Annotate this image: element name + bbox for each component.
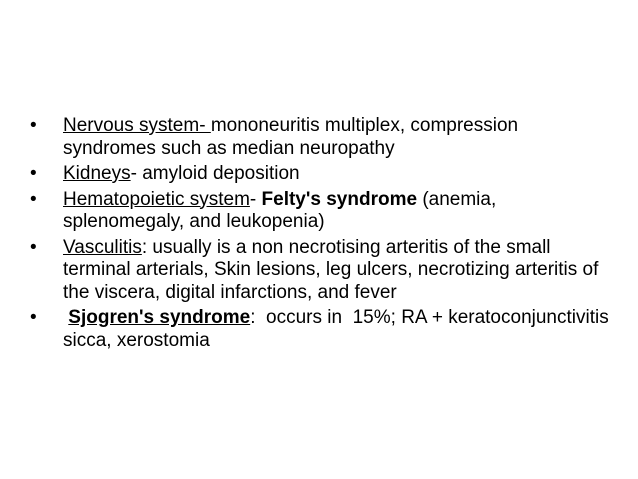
description-kidneys: - amyloid deposition [130, 163, 300, 184]
term-kidneys: Kidneys [63, 163, 131, 184]
bullet-item-hematopoietic-system [30, 189, 615, 234]
bullet-icon: • [30, 188, 37, 210]
description-sjogrens-syndrome: : occurs in 15%; RA + keratoconjunctivitis sicca, xerostomia [63, 307, 614, 351]
term-sjogrens-syndrome: Sjogren's syndrome [68, 307, 251, 328]
bullet-icon: • [30, 163, 37, 184]
bullet-icon: • [30, 115, 37, 136]
term-hematopoietic-system: Hematopoietic system [63, 188, 250, 210]
description-nervous-system: mononeuritis multiplex, compression syndromes such as median neuropathy [63, 115, 519, 159]
bullet-icon: • [30, 236, 37, 258]
term-vasculitis: Vasculitis [63, 236, 142, 258]
bullet-icon: • [30, 307, 37, 328]
bullet-item-sjogrens-syndrome [30, 307, 615, 352]
bullet-item-kidneys [30, 163, 615, 186]
description-vasculitis: : usually is a non necrotising arteritis of the small terminal arterials, Skin lesions, leg ulcers, necrotizing arteritis of the viscera, digital infarctions, and fever [63, 236, 599, 303]
term-feltys-syndrome: Felty's syndrome [261, 188, 418, 210]
term-nervous-system: Nervous system- [63, 115, 211, 136]
bullet-item-vasculitis [30, 237, 615, 305]
bullet-list [30, 115, 615, 355]
description-hematopoietic-system: (anemia, splenomegaly, and leukopenia) [63, 188, 497, 232]
bullet-item-nervous-system [30, 115, 615, 160]
separator-hematopoietic: - [249, 188, 262, 210]
